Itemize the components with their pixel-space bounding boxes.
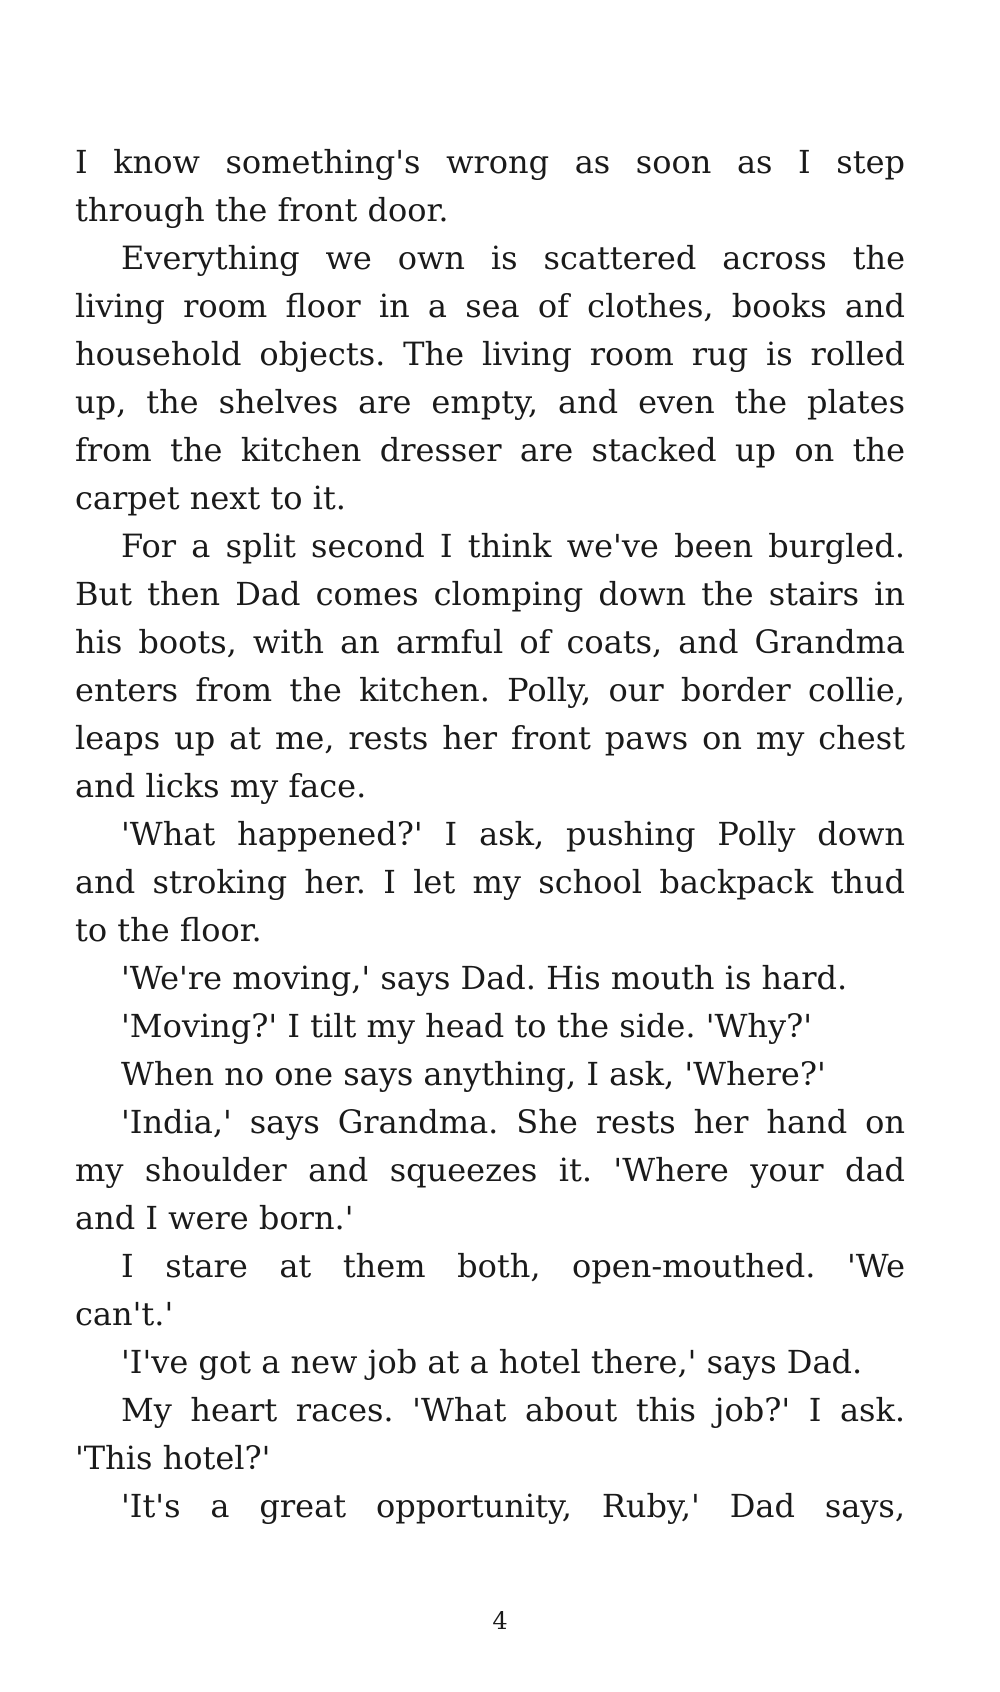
text-line: up, the shelves are empty, and even the plates (75, 383, 905, 421)
text-line: I stare at them both, open-mouthed. 'We (121, 1247, 905, 1285)
body-text (75, 138, 905, 1530)
text-line: carpet next to it. (75, 479, 346, 517)
text-line: from the kitchen dresser are stacked up on the (75, 431, 905, 469)
text-line: But then Dad comes clomping down the stairs in (75, 575, 905, 613)
text-line: to the floor. (75, 911, 262, 949)
text-line: can't.' (75, 1295, 174, 1333)
text-line: through the front door. (75, 191, 449, 229)
text-line: 'Moving?' I tilt my head to the side. 'Why?' (121, 1007, 813, 1045)
text-line: household objects. The living room rug is rolled (75, 335, 905, 373)
text-line: and stroking her. I let my school backpack thud (75, 863, 905, 901)
text-line: and licks my face. (75, 767, 367, 805)
text-line: 'I've got a new job at a hotel there,' says Dad. (121, 1343, 863, 1381)
text-line: and I were born.' (75, 1199, 354, 1237)
text-line: 'India,' says Grandma. She rests her hand on (121, 1103, 905, 1141)
text-line: I know something's wrong as soon as I step (75, 143, 905, 181)
text-line: For a split second I think we've been burgled. (121, 527, 905, 565)
text-line: 'This hotel?' (75, 1439, 271, 1477)
text-line: Everything we own is scattered across the (121, 239, 905, 277)
text-line: his boots, with an armful of coats, and Grandma (75, 623, 905, 661)
text-line: When no one says anything, I ask, 'Where?' (121, 1055, 826, 1093)
text-line: 'It's a great opportunity, Ruby,' Dad says, (121, 1487, 905, 1525)
text-line: 'What happened?' I ask, pushing Polly down (121, 815, 905, 853)
text-line: 'We're moving,' says Dad. His mouth is hard. (121, 959, 848, 997)
text-line: leaps up at me, rests her front paws on my chest (75, 719, 905, 757)
text-line: My heart races. 'What about this job?' I ask. (121, 1391, 905, 1429)
text-line: my shoulder and squeezes it. 'Where your dad (75, 1151, 905, 1189)
text-line: living room floor in a sea of clothes, books and (75, 287, 905, 325)
text-line: enters from the kitchen. Polly, our border collie, (75, 671, 905, 709)
page-number: 4 (492, 1607, 508, 1635)
